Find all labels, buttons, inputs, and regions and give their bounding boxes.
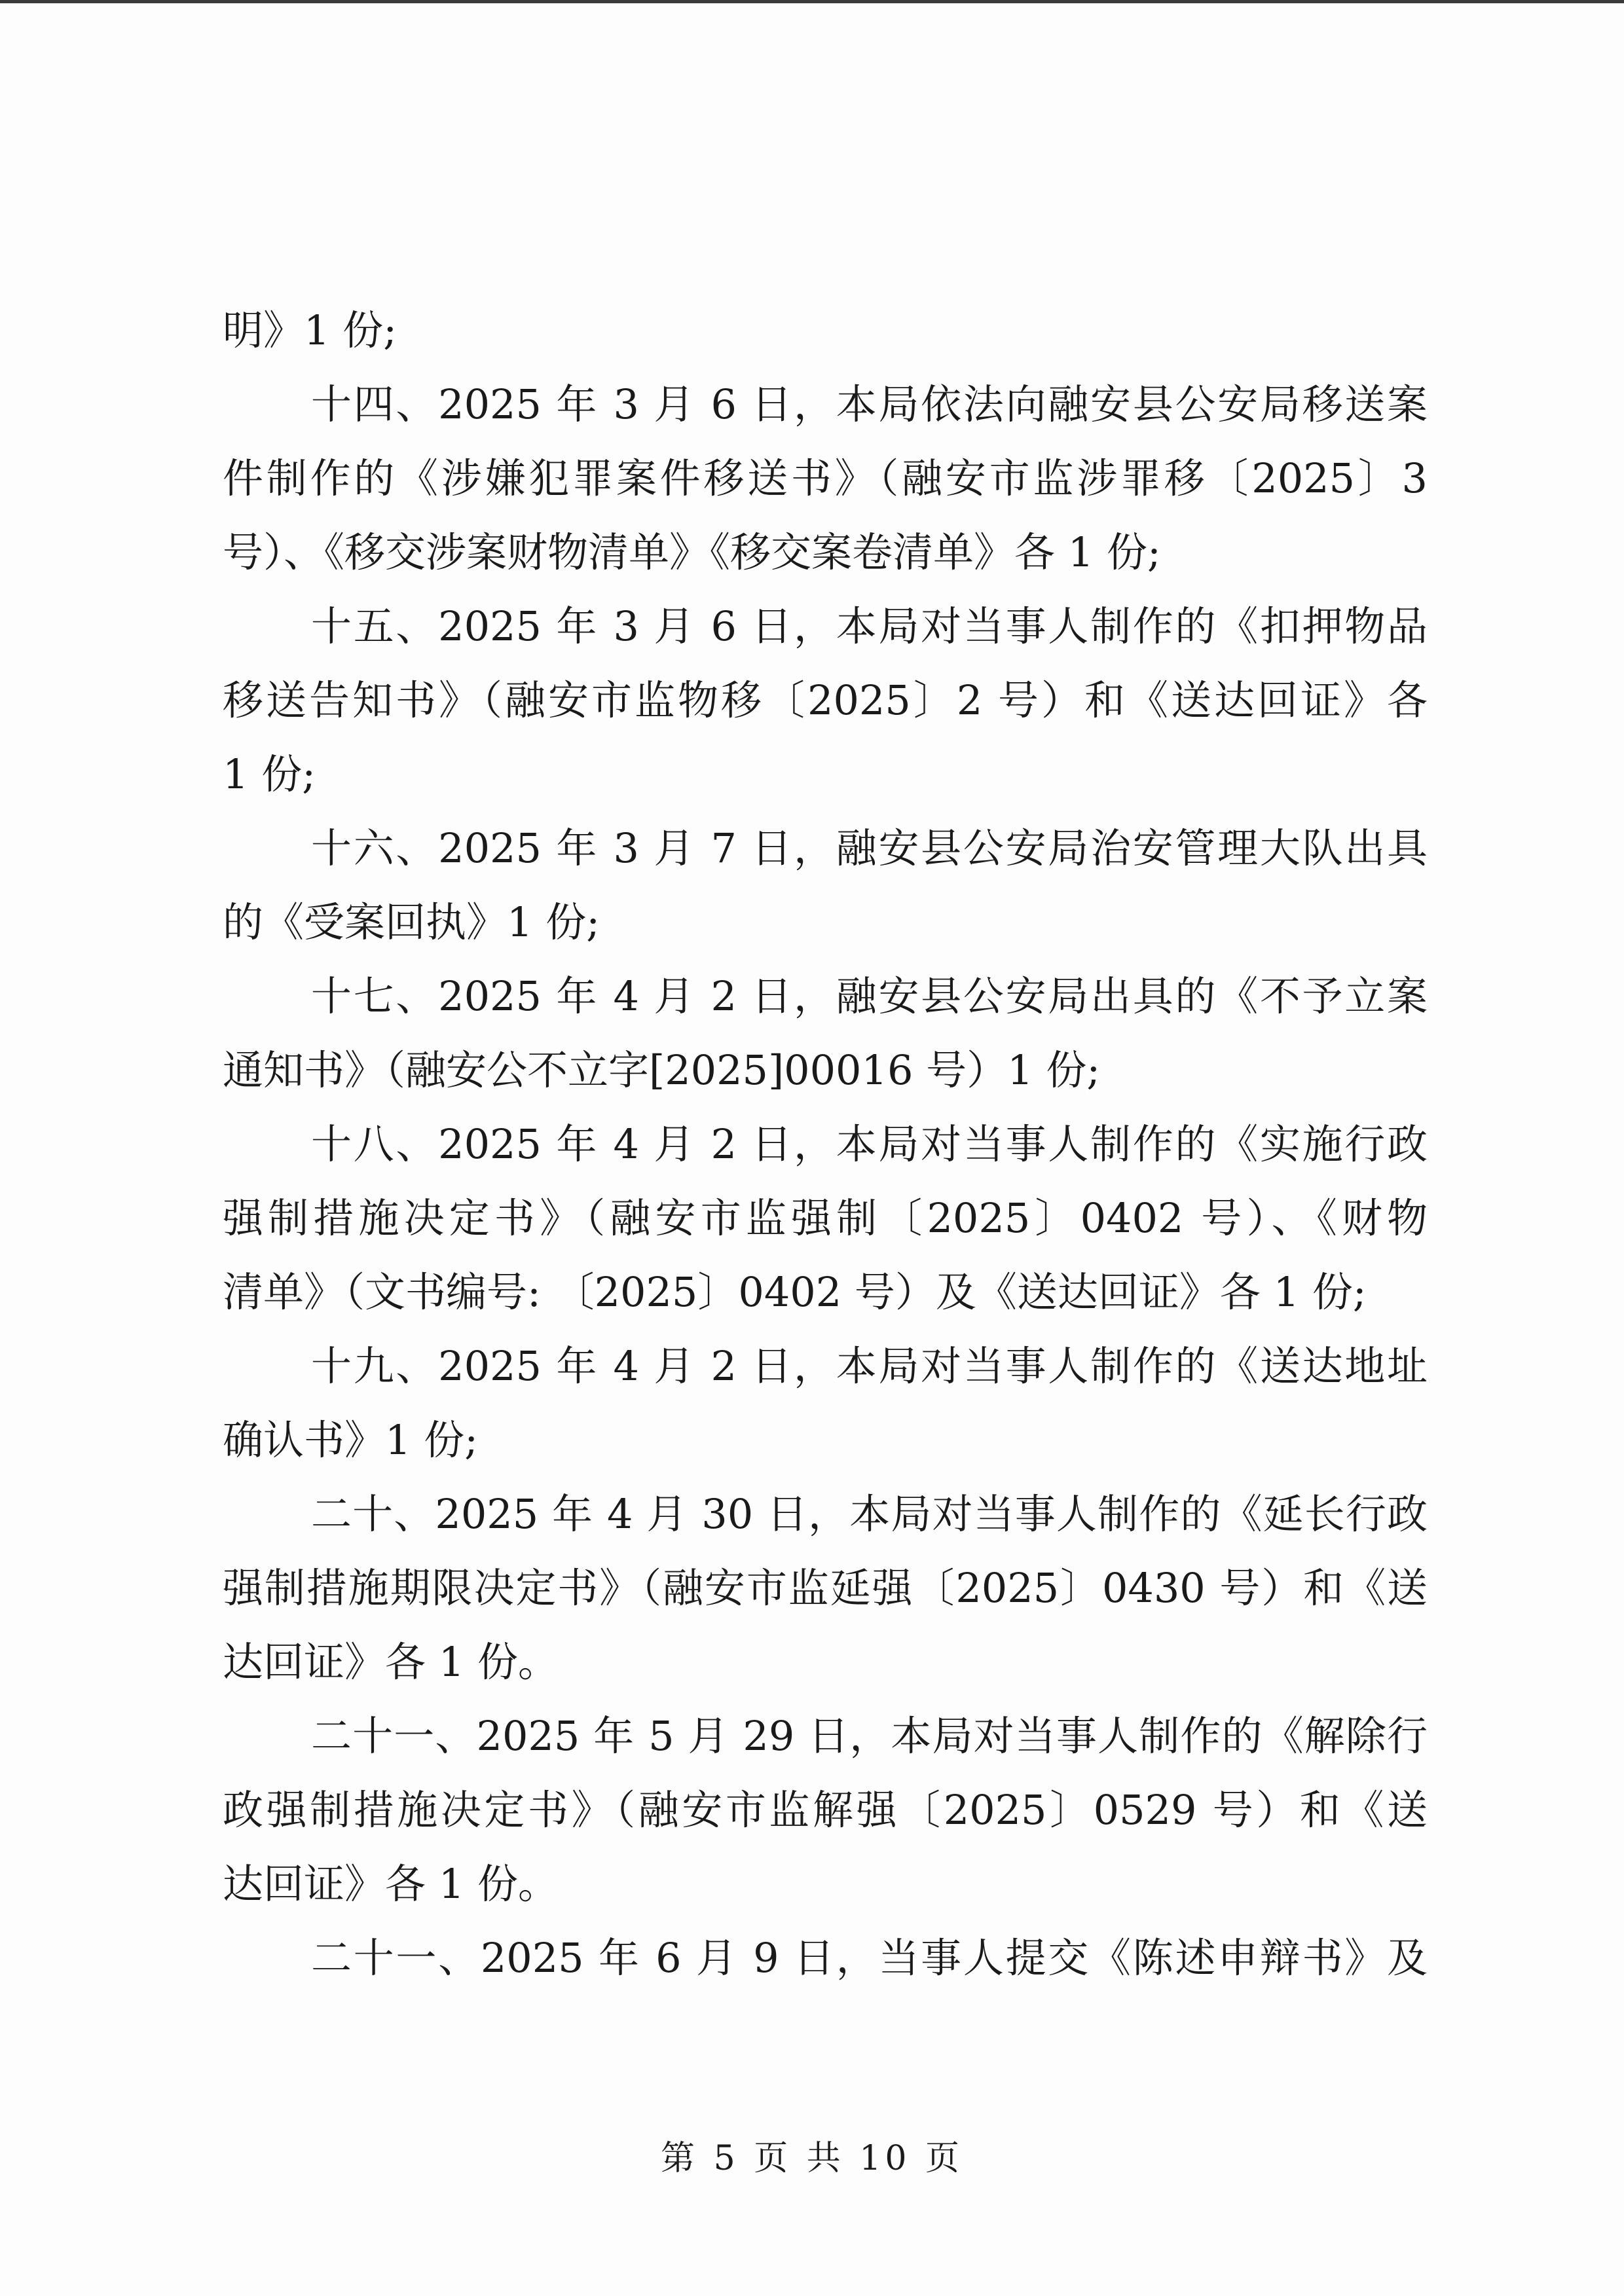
- body-text-line: 达回证》各 1 份。: [223, 1860, 559, 1908]
- body-text-line: 政强制措施决定书》（融安市监解强〔2025〕0529 号）和《送: [223, 1786, 1428, 1834]
- body-text-line: 十九、2025 年 4 月 2 日，本局对当事人制作的《送达地址: [311, 1342, 1428, 1390]
- body-text-line: 十七、2025 年 4 月 2 日，融安县公安局出具的《不予立案: [311, 972, 1428, 1020]
- body-text-line: 清单》（文书编号: 〔2025〕0402 号）及《送达回证》各 1 份;: [223, 1268, 1367, 1316]
- body-text-line: 十六、2025 年 3 月 7 日，融安县公安局治安管理大队出具: [311, 824, 1428, 872]
- body-text-line: 达回证》各 1 份。: [223, 1638, 559, 1686]
- body-text-line: 二十一、2025 年 5 月 29 日，本局对当事人制作的《解除行: [311, 1712, 1428, 1760]
- body-text-line: 强制措施期限决定书》（融安市监延强〔2025〕0430 号）和《送: [223, 1564, 1428, 1612]
- body-text-line: 确认书》1 份;: [223, 1416, 479, 1464]
- body-text-line: 强制措施决定书》（融安市监强制〔2025〕0402 号）、《财物: [223, 1194, 1428, 1242]
- document-body: [223, 293, 1428, 1995]
- body-text-line: 十八、2025 年 4 月 2 日，本局对当事人制作的《实施行政: [311, 1120, 1428, 1168]
- body-text-line: 通知书》（融安公不立字[2025]00016 号）1 份;: [223, 1046, 1101, 1094]
- body-text-line: 移送告知书》（融安市监物移〔2025〕2 号）和《送达回证》各: [223, 676, 1428, 724]
- body-text-line: 明》1 份;: [223, 306, 397, 354]
- body-text-line: 二十、2025 年 4 月 30 日，本局对当事人制作的《延长行政: [311, 1490, 1428, 1538]
- page-footer: 第 5 页 共 10 页: [661, 2139, 963, 2178]
- body-text-line: 二十一、2025 年 6 月 9 日，当事人提交《陈述申辩书》及: [311, 1934, 1428, 1982]
- body-text-line: 十四、2025 年 3 月 6 日，本局依法向融安县公安局移送案: [311, 380, 1428, 428]
- body-text-line: 十五、2025 年 3 月 6 日，本局对当事人制作的《扣押物品: [311, 602, 1428, 650]
- body-text-line: 件制作的《涉嫌犯罪案件移送书》（融安市监涉罪移〔2025〕3: [223, 454, 1428, 502]
- body-text-line: 号）、《移交涉案财物清单》《移交案卷清单》各 1 份;: [223, 528, 1161, 576]
- body-text-line: 的《受案回执》1 份;: [223, 898, 600, 946]
- top-scan-edge: [0, 0, 1624, 3]
- body-text-line: 1 份;: [223, 750, 316, 798]
